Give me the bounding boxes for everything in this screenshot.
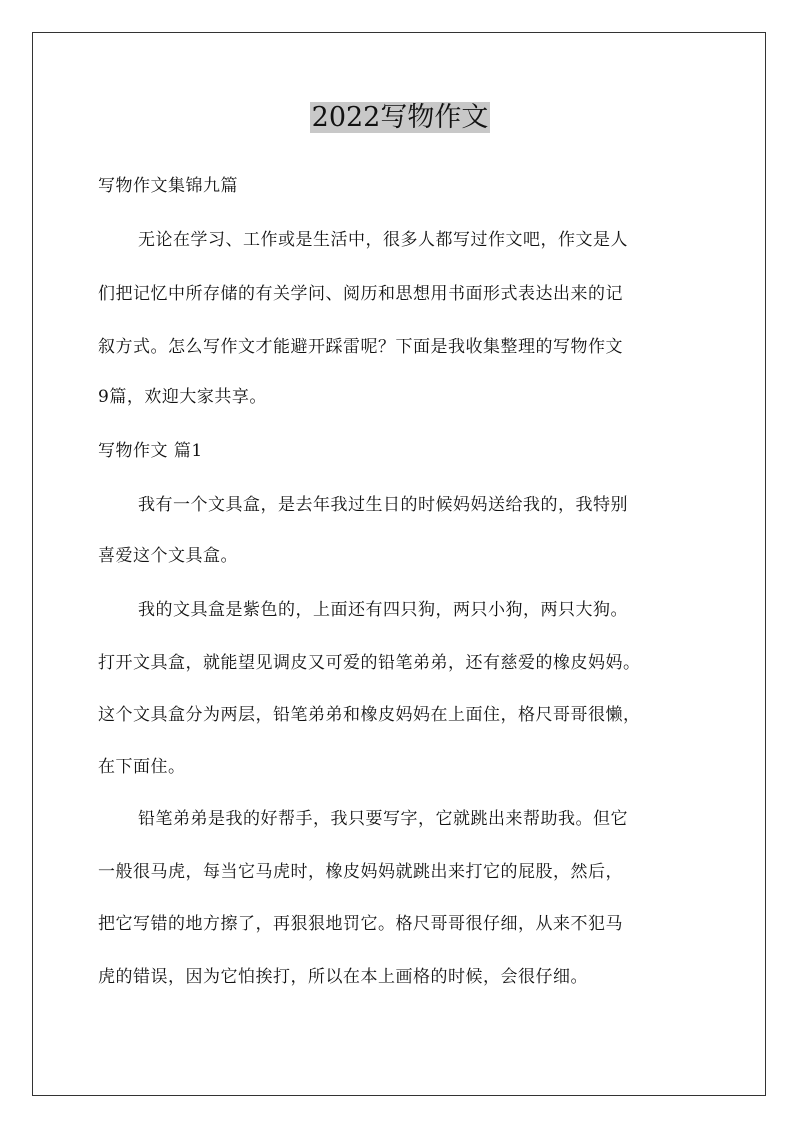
document-subtitle: 写物作文集锦九篇 (98, 176, 238, 196)
document-title-text: 2022写物作文 (311, 102, 489, 133)
paragraph-line: 们把记忆中所存储的有关学问、阅历和思想用书面形式表达出来的记 (98, 284, 623, 304)
paragraph-line: 喜爱这个文具盒。 (98, 546, 238, 566)
document-title (0, 98, 800, 138)
section-heading: 写物作文 篇1 (98, 441, 203, 461)
paragraph-line: 我有一个文具盒，是去年我过生日的时候妈妈送给我的，我特别 (138, 495, 628, 515)
paragraph-line: 虎的错误，因为它怕挨打，所以在本上画格的时候，会很仔细。 (98, 967, 588, 987)
paragraph-line: 一般很马虎，每当它马虎时，橡皮妈妈就跳出来打它的屁股，然后， (98, 862, 623, 882)
paragraph-line: 我的文具盒是紫色的，上面还有四只狗，两只小狗，两只大狗。 (138, 600, 628, 620)
paragraph-line: 把它写错的地方擦了，再狠狠地罚它。格尺哥哥很仔细，从来不犯马 (98, 914, 623, 934)
paragraph-line: 在下面住。 (98, 757, 186, 777)
paragraph-line: 打开文具盒，就能望见调皮又可爱的铅笔弟弟，还有慈爱的橡皮妈妈。 (98, 653, 641, 673)
paragraph-line: 铅笔弟弟是我的好帮手，我只要写字，它就跳出来帮助我。但它 (138, 809, 628, 829)
paragraph-line: 9篇，欢迎大家共享。 (98, 387, 267, 407)
paragraph-line: 这个文具盒分为两层，铅笔弟弟和橡皮妈妈在上面住，格尺哥哥很懒， (98, 705, 641, 725)
paragraph-line: 无论在学习、工作或是生活中，很多人都写过作文吧，作文是人 (138, 230, 628, 250)
paragraph-line: 叙方式。怎么写作文才能避开踩雷呢？下面是我收集整理的写物作文 (98, 337, 623, 357)
